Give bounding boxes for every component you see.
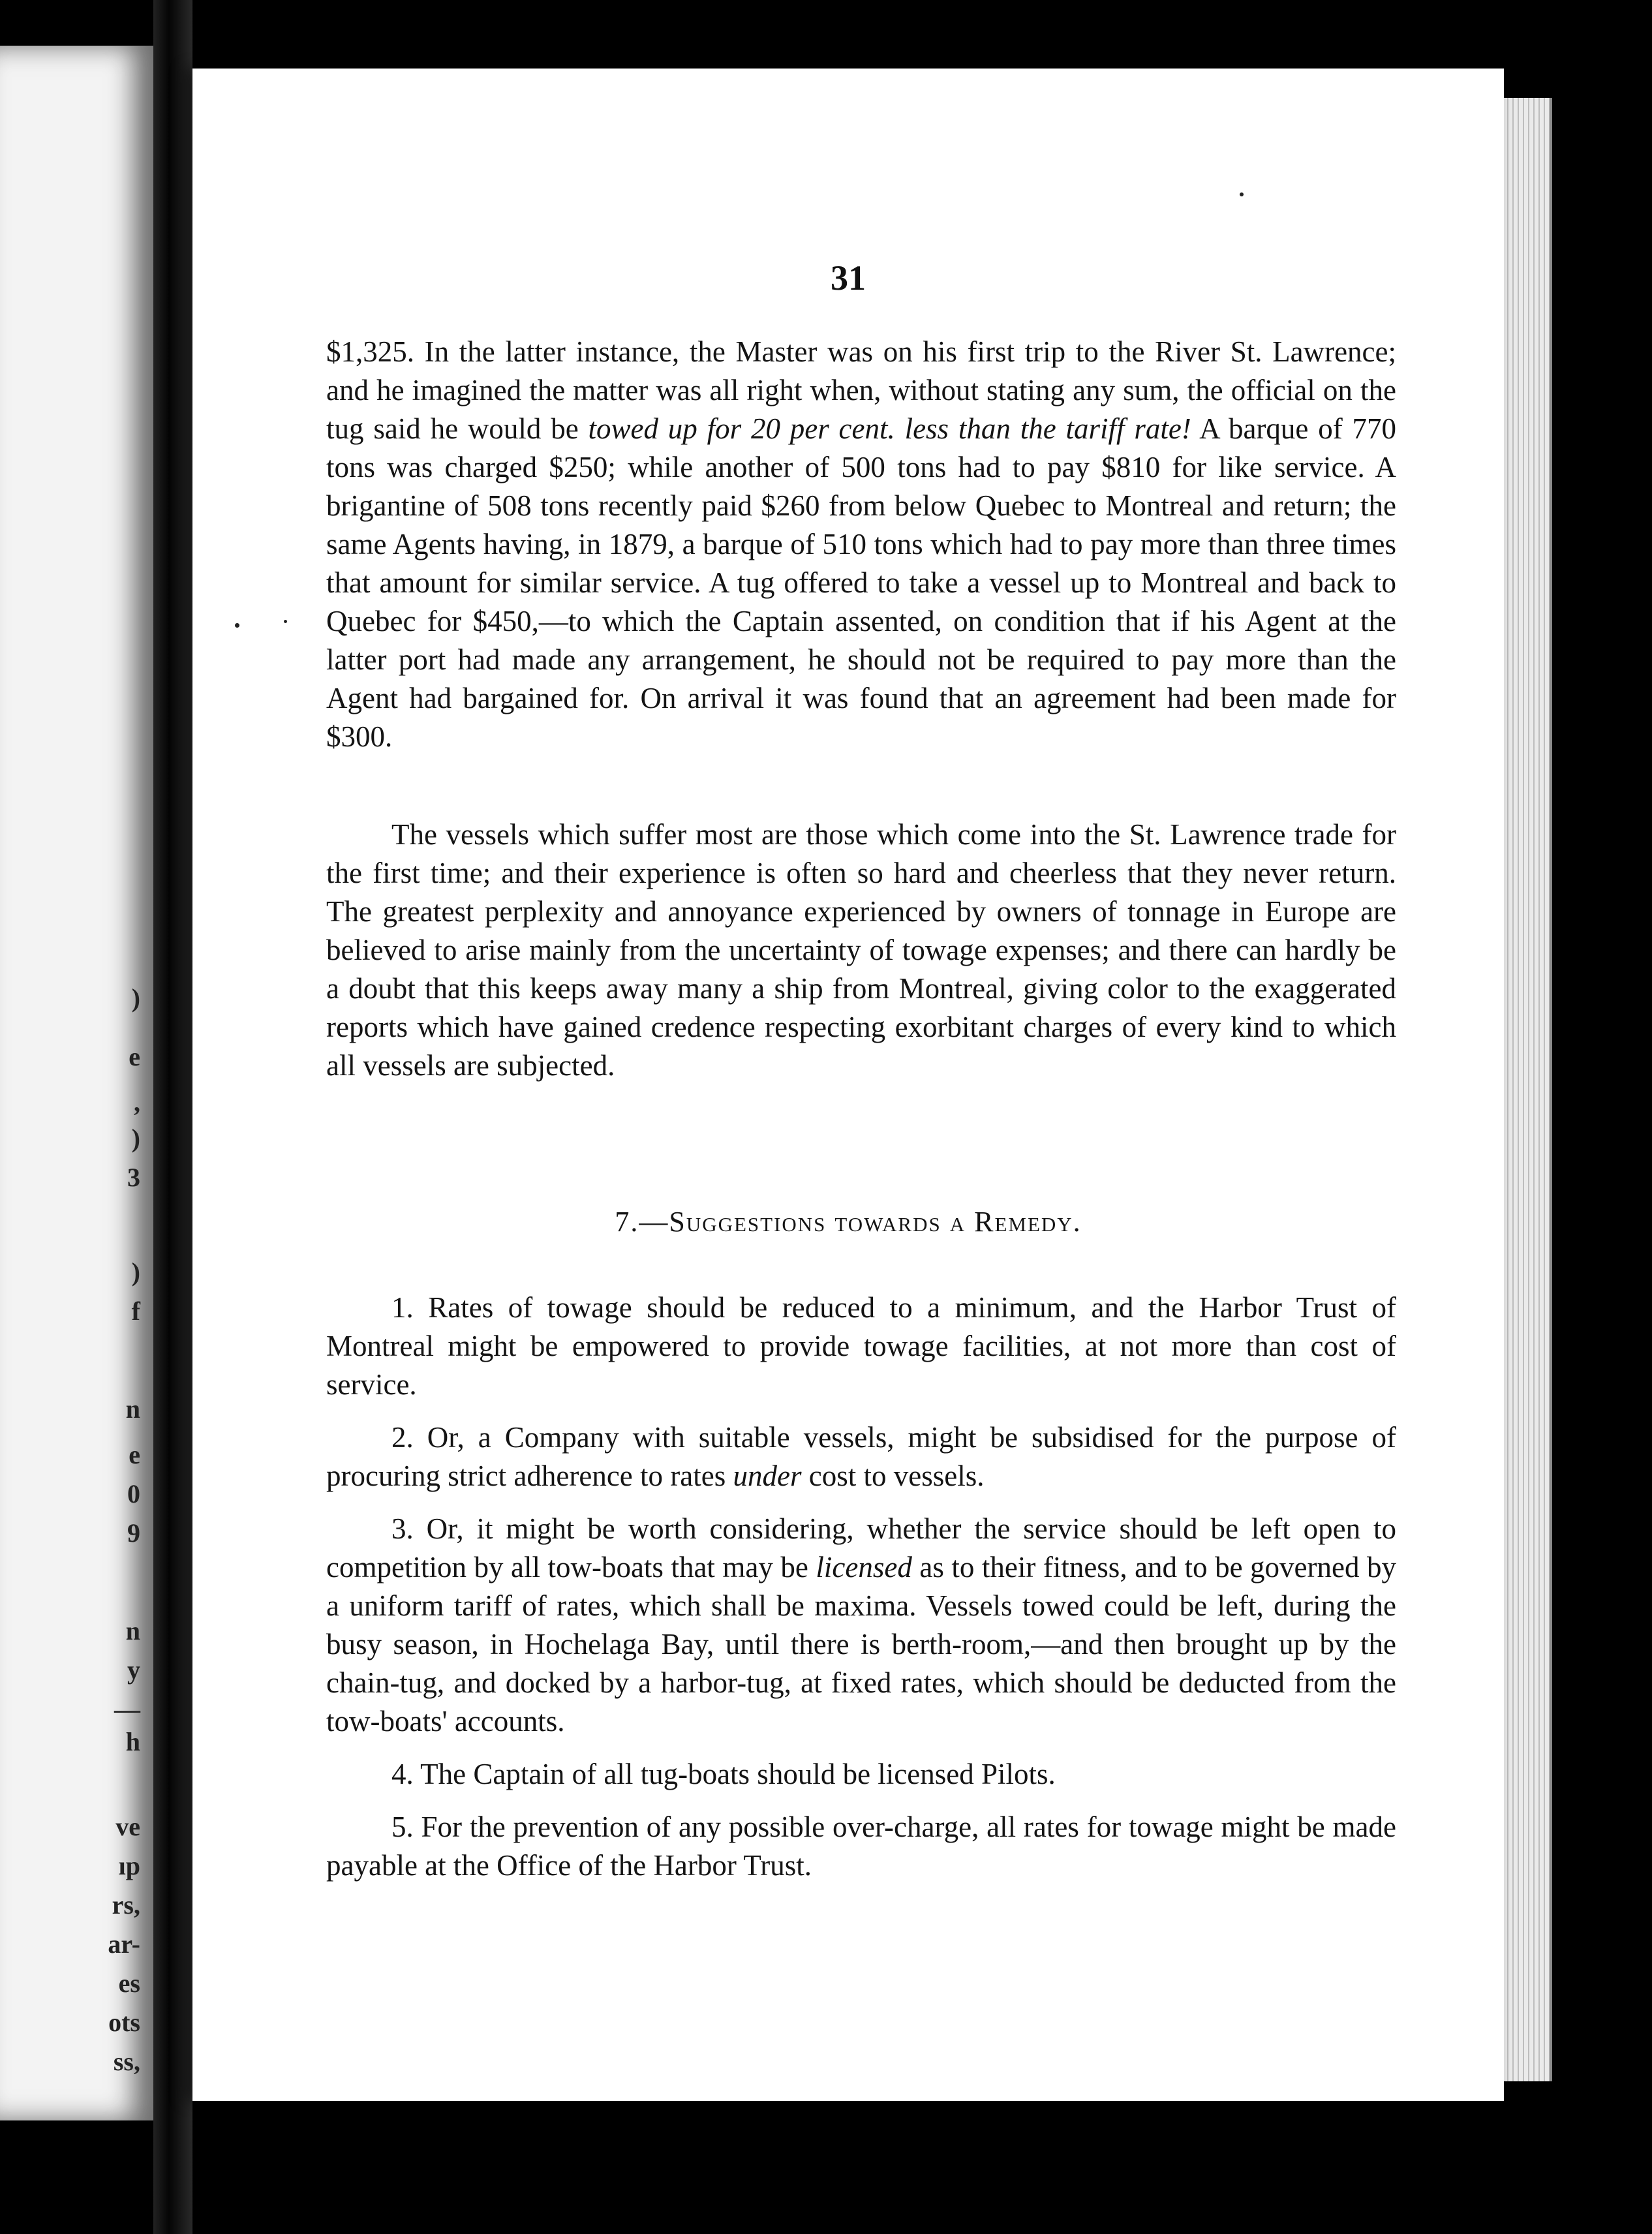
facing-page-fragment: e (129, 1042, 140, 1071)
facing-page-fragment: — (114, 1694, 140, 1724)
facing-page-fragment: ots (108, 2008, 140, 2037)
facing-page-fragment: n (125, 1616, 140, 1645)
facing-page-fragment: n (125, 1394, 140, 1424)
facing-page-fragment: f (131, 1296, 140, 1326)
suggestion-item: 1. Rates of towage should be reduced to a minimum, and the Harbor Trust of Montreal might be empowered to provide towage facilities, at not more than cost of service. (326, 1291, 1396, 1401)
facing-page-fragment: ) (131, 983, 140, 1013)
section-heading: 7.—Suggestions towards a Remedy. (615, 1206, 1082, 1238)
page-number: 31 (831, 258, 866, 298)
facing-page-fragment: 0 (127, 1479, 140, 1508)
facing-page-fragment: es (118, 1968, 140, 1998)
facing-page-fragment: ss, (113, 2047, 140, 2076)
facing-page-fragment: h (125, 1727, 140, 1756)
paragraph-text: A barque of 770 tons was charged $250; while another of 500 tons had to pay $810 for like service. A brigantine of 508 tons recently paid $260 from below Quebec to Montreal and return; the same Agents having, in 1879, a barque of 510 tons which had to pay more than three times that amount for similar service. A tug offered to take a vessel up to Montreal and back to Quebec for $450,—to which the Captain assented, on condition that if his Agent at the latter port had made any arrangement, he should not be required to pay more than the Agent had bargained for. On arrival it was found that an agreement had been made for $300. (326, 412, 1396, 753)
scan-speck (235, 623, 239, 628)
book-page (192, 69, 1504, 2101)
book-gutter (153, 0, 192, 2234)
paragraph-text: The vessels which suffer most are those which come into the St. Lawrence trade for the first time; and their experience is often so hard and cheerless that they never return. The greatest perplexity and annoyance experienced by owners of tonnage in Europe are believed to arise mainly from the uncertainty of towage expenses; and there can hardly be a doubt that this keeps away many a ship from Montreal, giving color to the exaggerated reports which have gained credence respecting exorbitant charges of every kind to which all vessels are subjected. (326, 818, 1396, 1082)
facing-page-fragment: ) (131, 1124, 140, 1153)
facing-page (0, 46, 153, 2120)
italic-phrase: towed up for 20 per cent. less than the tariff rate! (588, 412, 1191, 445)
facing-page-fragment: y (127, 1655, 140, 1685)
facing-page-fragment: rs, (112, 1890, 140, 1920)
paragraph-vessels-suffer (326, 816, 1396, 1085)
facing-page-fragment: e (129, 1440, 140, 1469)
suggestions-list (326, 1289, 1396, 1899)
italic-word: under (733, 1460, 802, 1492)
facing-page-fragment: ) (131, 1257, 140, 1287)
paragraph-towage-examples (326, 333, 1396, 756)
suggestion-text: 2. Or, a Company with suitable vessels, might be subsidised for the purpose of procuring strict adherence to rates (326, 1421, 1396, 1492)
paragraph-text: $1,325. In the latter instance, the Master was on his first trip to the River St. Lawrence; and he imagined the matter was all right when, without stating any sum, the official on the tug said he would be (326, 335, 1396, 445)
italic-word: licensed (816, 1551, 912, 1584)
facing-page-fragment: , (134, 1088, 140, 1117)
facing-page-fragment: ıp (118, 1851, 140, 1880)
scan-speck (284, 620, 287, 623)
facing-page-fragment: 9 (127, 1518, 140, 1548)
suggestion-text: cost to vessels. (801, 1460, 985, 1492)
suggestion-item: 5. For the prevention of any possible over-charge, all rates for towage might be made payable at the Office of the Harbor Trust. (326, 1811, 1396, 1882)
facing-page-fragment: ve (115, 1812, 140, 1841)
suggestion-text: as to their fitness, and to be governed by a uniform tariff of rates, which shall be maxima. Vessels towed could be left, during the busy season, in Hochelaga Bay, until there is berth-room,—and then brought up by the chain-tug, and docked by a harbor-tug, at fixed rates, which should be deducted from the tow-boats' accounts. (326, 1551, 1396, 1737)
suggestion-item (326, 1510, 1396, 1741)
suggestion-item: 4. The Captain of all tug-boats should be licensed Pilots. (391, 1758, 1056, 1790)
suggestion-item (326, 1418, 1396, 1495)
suggestion-text: 3. Or, it might be worth considering, whether the service should be left open to competition by all tow-boats that may be (326, 1512, 1396, 1584)
facing-page-fragment: ar- (108, 1929, 140, 1959)
scan-speck (1240, 192, 1244, 196)
facing-page-fragment: 3 (127, 1163, 140, 1192)
